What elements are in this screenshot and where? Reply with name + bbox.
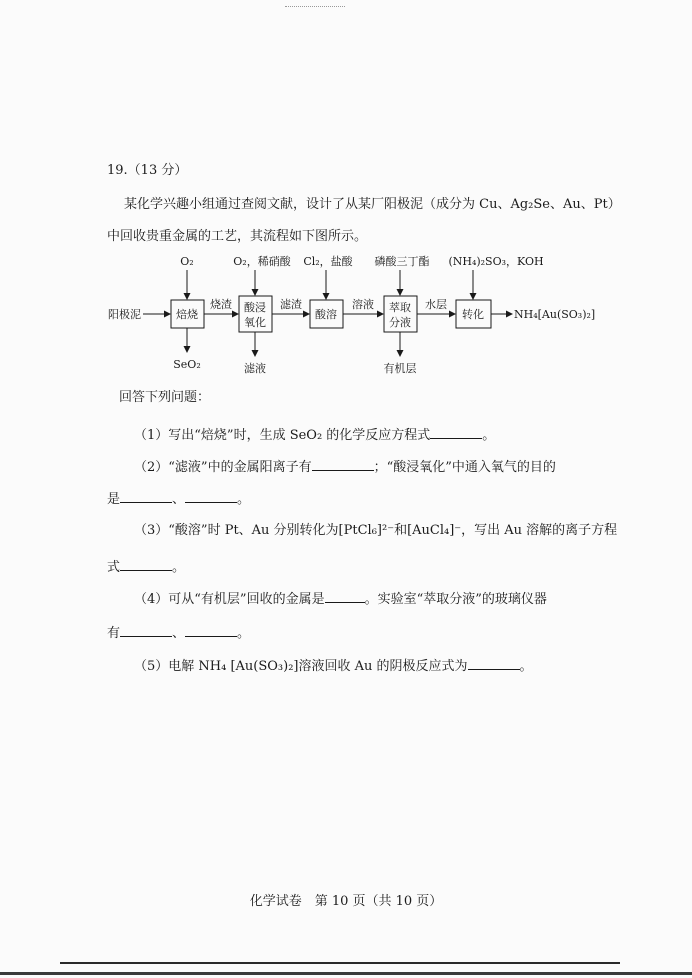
q2-text-2: ；“酸浸氧化”中通入氧气的目的 <box>373 460 556 475</box>
flow-edge-dissolve-extract: 溶液 <box>352 298 374 311</box>
flow-end-product: NH₄[Au(SO₃)₂] <box>514 308 596 321</box>
q2-answer-blank-1[interactable] <box>312 456 374 471</box>
q1-answer-blank[interactable] <box>430 424 482 439</box>
flow-output-leach: 滤液 <box>244 362 266 375</box>
question-number: 19.（13 分） <box>107 163 188 178</box>
q2-sep: 、 <box>172 492 186 507</box>
q4-sep: 、 <box>172 626 186 641</box>
q3-answer-blank[interactable] <box>120 556 172 571</box>
q4-answer-blank-3[interactable] <box>185 622 237 637</box>
flow-label-roast: 焙烧 <box>176 308 198 321</box>
q4-answer-blank-1[interactable] <box>325 588 365 603</box>
flow-output-roast: SeO₂ <box>173 358 201 371</box>
q5-end: 。 <box>519 659 533 674</box>
flow-label-leach-1: 酸浸 <box>244 301 266 314</box>
q2-line2-start: 是 <box>107 492 121 507</box>
subquestion-1 <box>134 424 495 445</box>
subquestion-2-line2 <box>107 488 250 509</box>
q4-line2-start: 有 <box>107 626 121 641</box>
subquestion-5 <box>134 655 533 676</box>
subquestion-4-line1 <box>134 588 547 609</box>
answer-prompt: 回答下列问题： <box>119 390 211 405</box>
q5-answer-blank[interactable] <box>468 655 520 670</box>
q2-text-1: （2）“滤液”中的金属阳离子有 <box>134 460 312 475</box>
q4-end: 。 <box>237 626 251 641</box>
flow-label-extract-1: 萃取 <box>389 301 411 314</box>
flow-output-extract: 有机层 <box>383 362 417 375</box>
subquestion-2-line1 <box>134 456 556 477</box>
flow-edge-roast-leach: 烧渣 <box>210 298 232 311</box>
flow-label-acid-dissolve: 酸溶 <box>315 308 337 321</box>
q5-text: （5）电解 NH₄ [Au(SO₃)₂]溶液回收 Au 的阴极反应式为 <box>134 659 468 674</box>
q2-end: 。 <box>237 492 251 507</box>
subquestion-4-line2 <box>107 622 250 643</box>
q3-end: 。 <box>172 560 186 575</box>
flow-label-convert: 转化 <box>462 308 484 321</box>
q4-text-1: （4）可从“有机层”回收的金属是 <box>134 592 325 607</box>
flow-input-roast: O₂ <box>180 255 194 268</box>
q3-line2-start: 式 <box>107 560 121 575</box>
q4-text-2: 。实验室“萃取分液”的玻璃仪器 <box>364 592 547 607</box>
scan-bottom-edge <box>0 972 692 975</box>
flow-start: 阳极泥 <box>108 308 141 321</box>
process-flow-diagram <box>0 0 692 380</box>
q1-text: （1）写出“焙烧”时，生成 SeO₂ 的化学反应方程式 <box>134 428 431 443</box>
q1-end: 。 <box>482 428 496 443</box>
flow-input-convert: (NH₄)₂SO₃，KOH <box>448 255 544 268</box>
flow-input-acid-dissolve: Cl₂，盐酸 <box>303 255 353 268</box>
flow-edge-extract-convert: 水层 <box>425 298 447 311</box>
q4-answer-blank-2[interactable] <box>120 622 172 637</box>
flow-label-leach-2: 氧化 <box>244 316 266 329</box>
flow-input-leach: O₂，稀硝酸 <box>233 255 291 268</box>
subquestion-3-line1: （3）“酸溶”时 Pt、Au 分别转化为[PtCl₆]²⁻和[AuCl₄]⁻，写出 Au 溶解的离子方程 <box>134 523 618 538</box>
flow-label-extract-2: 分液 <box>389 316 411 329</box>
question-intro-line2: 中回收贵重金属的工艺，其流程如下图所示。 <box>107 229 368 244</box>
q2-answer-blank-2[interactable] <box>120 488 172 503</box>
subquestion-3-line2 <box>107 556 185 577</box>
flow-edge-leach-dissolve: 滤渣 <box>280 298 302 311</box>
q2-answer-blank-3[interactable] <box>185 488 237 503</box>
flow-input-extract: 磷酸三丁酯 <box>374 255 430 268</box>
page-footer: 化学试卷 第 10 页（共 10 页） <box>249 894 443 909</box>
scan-edge-line <box>60 962 620 964</box>
question-intro-line1: 某化学兴趣小组通过查阅文献，设计了从某厂阳极泥（成分为 Cu、Ag₂Se、Au、Pt） <box>124 197 621 212</box>
